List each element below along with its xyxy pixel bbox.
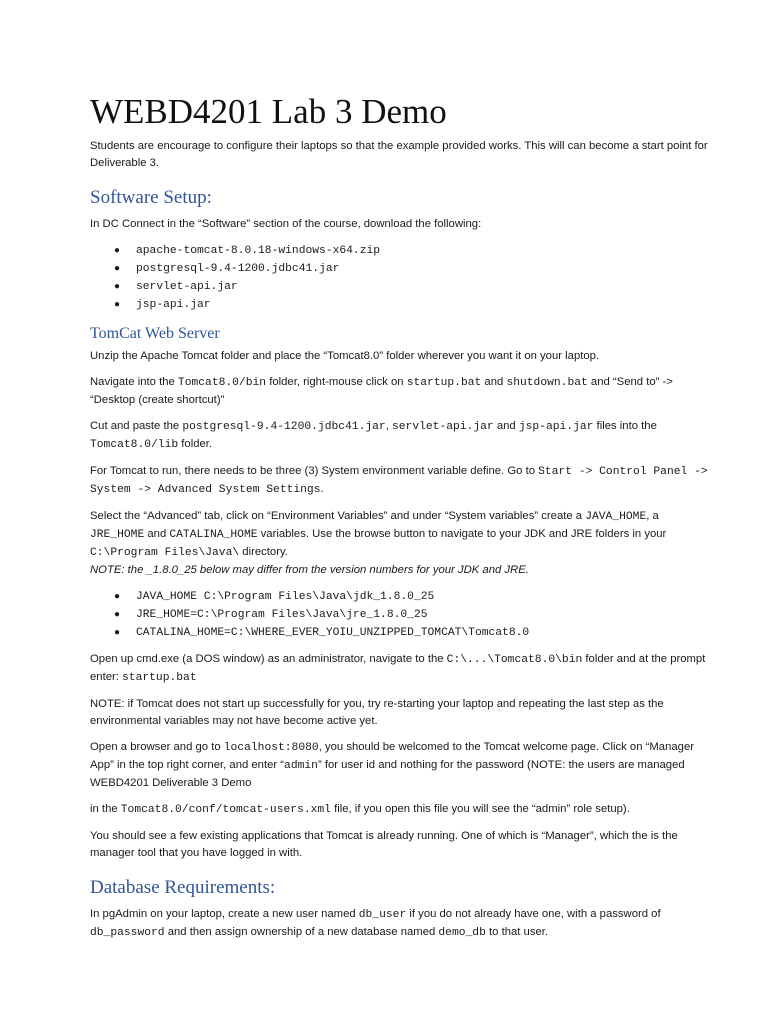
bullet-icon: ● [114,263,121,274]
version-note: NOTE: the _1.8.0_25 below may differ from the version numbers for your JDK and JRE. [90,564,529,576]
bullet-icon: ● [114,245,121,256]
tomcat-paragraph-2: Navigate into the Tomcat8.0/bin folder, right-mouse click on startup.bat and shutdown.bat and “Send to” -> “Desktop (create shortcut)” [90,376,673,406]
tomcat-paragraph-7: NOTE: if Tomcat does not start up successfully for you, try re-starting your laptop and repeating the last step as the environmental variables may not have become active yet. [90,698,664,727]
page-title: WEBD4201 Lab 3 Demo [90,92,447,131]
tomcat-paragraph-5: Select the “Advanced” tab, click on “Environment Variables” and under “System variables” create a JAVA_HOME, a JRE_HOME and CATALINA_HOME variables. Use the browse button to navigate to your JDK and JRE folders in your C:\Program Files\Java\ directory. NOTE: the _1.8.0_25 below may differ from the version numbers for your JDK and JRE. [90,510,667,576]
list-item: ● CATALINA_HOME=C:\WHERE_EVER_YOIU_UNZIPPED_TOMCAT\Tomcat8.0 [136,624,708,642]
tomcat-heading: TomCat Web Server [90,325,220,342]
list-item: ● JAVA_HOME C:\Program Files\Java\jdk_1.8.0_25 [136,588,708,606]
list-item: ● jsp-api.jar [136,296,708,314]
list-item: ● servlet-api.jar [136,278,708,296]
list-item: ● postgresql-9.4-1200.jdbc41.jar [136,260,708,278]
env-var-list [90,588,708,642]
bullet-icon: ● [114,627,121,638]
list-item: ● JRE_HOME=C:\Program Files\Java\jre_1.8.0_25 [136,606,708,624]
tomcat-paragraph-9: in the Tomcat8.0/conf/tomcat-users.xml file, if you open this file you will see the “admin” role setup). [90,803,630,816]
intro-paragraph: Students are encourage to configure their laptops so that the example provided works. This will can become a start point for Deliverable 3. [90,140,708,169]
tomcat-paragraph-8: Open a browser and go to localhost:8080, you should be welcomed to the Tomcat welcome page. Click on “Manager App” in the top right corner, and enter “admin” for user id and nothing for the password (NOTE: the users are managed WEBD4201 Deliverable 3 Demo [90,741,694,789]
tomcat-paragraph-6: Open up cmd.exe (a DOS window) as an administrator, navigate to the C:\...\Tomcat8.0\bin folder and at the prompt enter: startup.bat [90,653,706,684]
bullet-icon: ● [114,591,121,602]
database-paragraph-1: In pgAdmin on your laptop, create a new user named db_user if you do not already have one, with a password of db_password and then assign ownership of a new database named demo_db to that user. [90,908,661,939]
bullet-icon: ● [114,609,121,620]
tomcat-paragraph-4: For Tomcat to run, there needs to be three (3) System environment variable define. Go to Start -> Control Panel -> System -> Advanced System Settings. [90,465,708,496]
tomcat-paragraph-1: Unzip the Apache Tomcat folder and place the “Tomcat8.0” folder wherever you want it on your laptop. [90,350,600,362]
software-setup-text: In DC Connect in the “Software” section of the course, download the following: [90,218,482,230]
tomcat-paragraph-3: Cut and paste the postgresql-9.4-1200.jdbc41.jar, servlet-api.jar and jsp-api.jar files into the Tomcat8.0/lib folder. [90,420,657,451]
list-item: ● apache-tomcat-8.0.18-windows-x64.zip [136,242,708,260]
tomcat-paragraph-10: You should see a few existing applications that Tomcat is already running. One of which is “Manager”, which the is the manager tool that you have logged in with. [90,830,678,859]
bullet-icon: ● [114,299,121,310]
software-file-list [90,242,708,314]
bullet-icon: ● [114,281,121,292]
database-heading: Database Requirements: [90,877,276,898]
software-setup-heading: Software Setup: [90,187,212,208]
